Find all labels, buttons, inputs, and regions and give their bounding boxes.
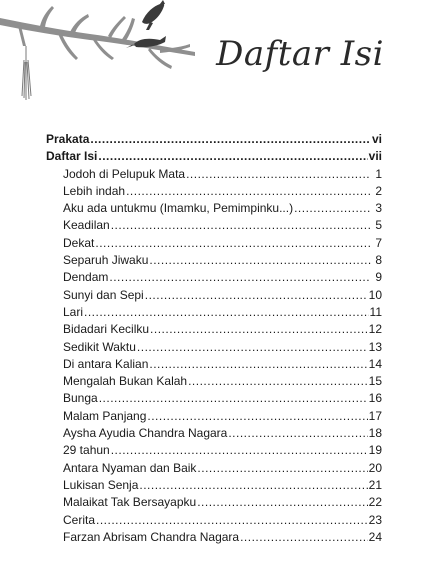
toc-entry-label: Malam Panjang	[63, 408, 147, 423]
toc-entry-page-number: 3	[375, 201, 382, 216]
toc-entry-label: Malaikat Tak Bersayapku	[63, 495, 197, 510]
dot-leader	[139, 477, 367, 494]
toc-entry-label: Sunyi dan Sepi	[63, 287, 144, 302]
toc-entry-page-number: 17	[368, 408, 382, 423]
dot-leader	[126, 183, 371, 200]
toc-entry-label: Separuh Jiwaku	[63, 253, 149, 268]
dot-leader	[111, 442, 368, 459]
toc-entry-page-number: 20	[368, 460, 382, 475]
dot-leader	[240, 529, 368, 546]
toc-entry-page-number: 14	[368, 356, 382, 371]
toc-entry[interactable]	[46, 408, 382, 425]
dot-leader	[147, 408, 367, 425]
toc-entry-page-number: 12	[368, 322, 382, 337]
toc-entry-page-number: 15	[368, 374, 382, 389]
toc-entry-page-number: 11	[369, 304, 382, 319]
toc-label: Prakata	[46, 132, 90, 146]
toc-entry[interactable]	[46, 460, 382, 477]
toc-entry[interactable]	[46, 252, 382, 269]
toc-entry-label: Lukisan Senja	[63, 477, 139, 492]
toc-entry[interactable]	[46, 390, 382, 407]
toc-entry-label: Mengalah Bukan Kalah	[63, 374, 188, 389]
toc-entry-label: 29 tahun	[63, 443, 110, 458]
toc-row-prakata[interactable]	[46, 131, 382, 148]
toc-entry[interactable]	[46, 512, 382, 529]
toc-entry-page-number: 18	[368, 426, 382, 441]
table-of-contents	[46, 131, 382, 546]
dot-leader	[109, 269, 371, 286]
dot-leader	[150, 321, 368, 338]
dot-leader	[186, 166, 371, 183]
toc-entry[interactable]	[46, 425, 382, 442]
dot-leader	[188, 373, 368, 390]
toc-entry[interactable]	[46, 287, 382, 304]
dot-leader	[294, 200, 371, 217]
toc-page-number: vii	[368, 149, 382, 164]
toc-page-number: vi	[371, 132, 382, 146]
toc-entry-page-number: 5	[375, 218, 382, 233]
dot-leader	[137, 339, 368, 356]
toc-entry[interactable]	[46, 217, 382, 234]
toc-entry[interactable]	[46, 477, 382, 494]
toc-entry-label: Lebih indah	[63, 183, 126, 198]
toc-entry-page-number: 13	[368, 339, 382, 354]
toc-entry[interactable]	[46, 442, 382, 459]
toc-entry-label: Aysha Ayudia Chandra Nagara	[63, 426, 228, 441]
toc-entry-label: Jodoh di Pelupuk Mata	[63, 166, 186, 181]
dot-leader	[228, 425, 367, 442]
dot-leader	[197, 460, 367, 477]
toc-entry-label: Antara Nyaman dan Baik	[63, 460, 197, 475]
toc-entry-label: Bidadari Kecilku	[63, 322, 150, 337]
toc-entry[interactable]	[46, 200, 382, 217]
toc-entry[interactable]	[46, 529, 382, 546]
toc-entry-label: Dendam	[63, 270, 109, 285]
toc-entry-label: Dekat	[63, 235, 95, 250]
toc-entry-label: Aku ada untukmu (Imamku, Pemimpinku...)	[63, 201, 294, 216]
toc-entry[interactable]	[46, 373, 382, 390]
toc-label: Daftar Isi	[46, 149, 98, 164]
toc-entry[interactable]	[46, 235, 382, 252]
dot-leader	[149, 356, 367, 373]
toc-entry-page-number: 8	[375, 253, 382, 268]
toc-entry-page-number: 21	[368, 477, 382, 492]
toc-entry-label: Sedikit Waktu	[63, 339, 136, 354]
toc-entry-label: Farzan Abrisam Chandra Nagara	[63, 529, 240, 544]
dot-leader	[90, 131, 371, 148]
toc-row-daftar-isi[interactable]	[46, 148, 382, 165]
toc-entry-label: Keadilan	[63, 218, 110, 233]
toc-entry[interactable]	[46, 166, 382, 183]
dot-leader	[98, 148, 367, 165]
dot-leader	[96, 512, 368, 529]
toc-entry[interactable]	[46, 269, 382, 286]
dot-leader	[197, 494, 367, 511]
page-title: Daftar Isi	[216, 34, 384, 74]
dot-leader	[95, 235, 371, 252]
toc-entry-page-number: 2	[375, 183, 382, 198]
toc-entry-page-number: 16	[368, 391, 382, 406]
toc-entry-label: Di antara Kalian	[63, 356, 149, 371]
toc-entry-page-number: 9	[375, 270, 382, 285]
dot-leader	[149, 252, 371, 269]
toc-entry[interactable]	[46, 494, 382, 511]
branch-with-birds-icon	[0, 0, 200, 112]
toc-entry-label: Cerita	[63, 512, 96, 527]
toc-entry-page-number: 24	[368, 529, 382, 544]
toc-entry[interactable]	[46, 321, 382, 338]
toc-entry-page-number: 22	[368, 495, 382, 510]
dot-leader	[84, 304, 369, 321]
toc-entry-page-number: 10	[368, 287, 382, 302]
dot-leader	[99, 390, 368, 407]
toc-entry-label: Bunga	[63, 391, 98, 406]
toc-entry[interactable]	[46, 304, 382, 321]
dot-leader	[145, 287, 368, 304]
toc-entry-page-number: 23	[368, 512, 382, 527]
toc-entry[interactable]	[46, 339, 382, 356]
toc-entry-label: Lari	[63, 304, 84, 319]
toc-entry-page-number: 19	[368, 443, 382, 458]
toc-entry-page-number: 7	[375, 235, 382, 250]
dot-leader	[111, 217, 371, 234]
toc-entry[interactable]	[46, 183, 382, 200]
toc-entry[interactable]	[46, 356, 382, 373]
toc-entry-page-number: 1	[375, 166, 382, 181]
